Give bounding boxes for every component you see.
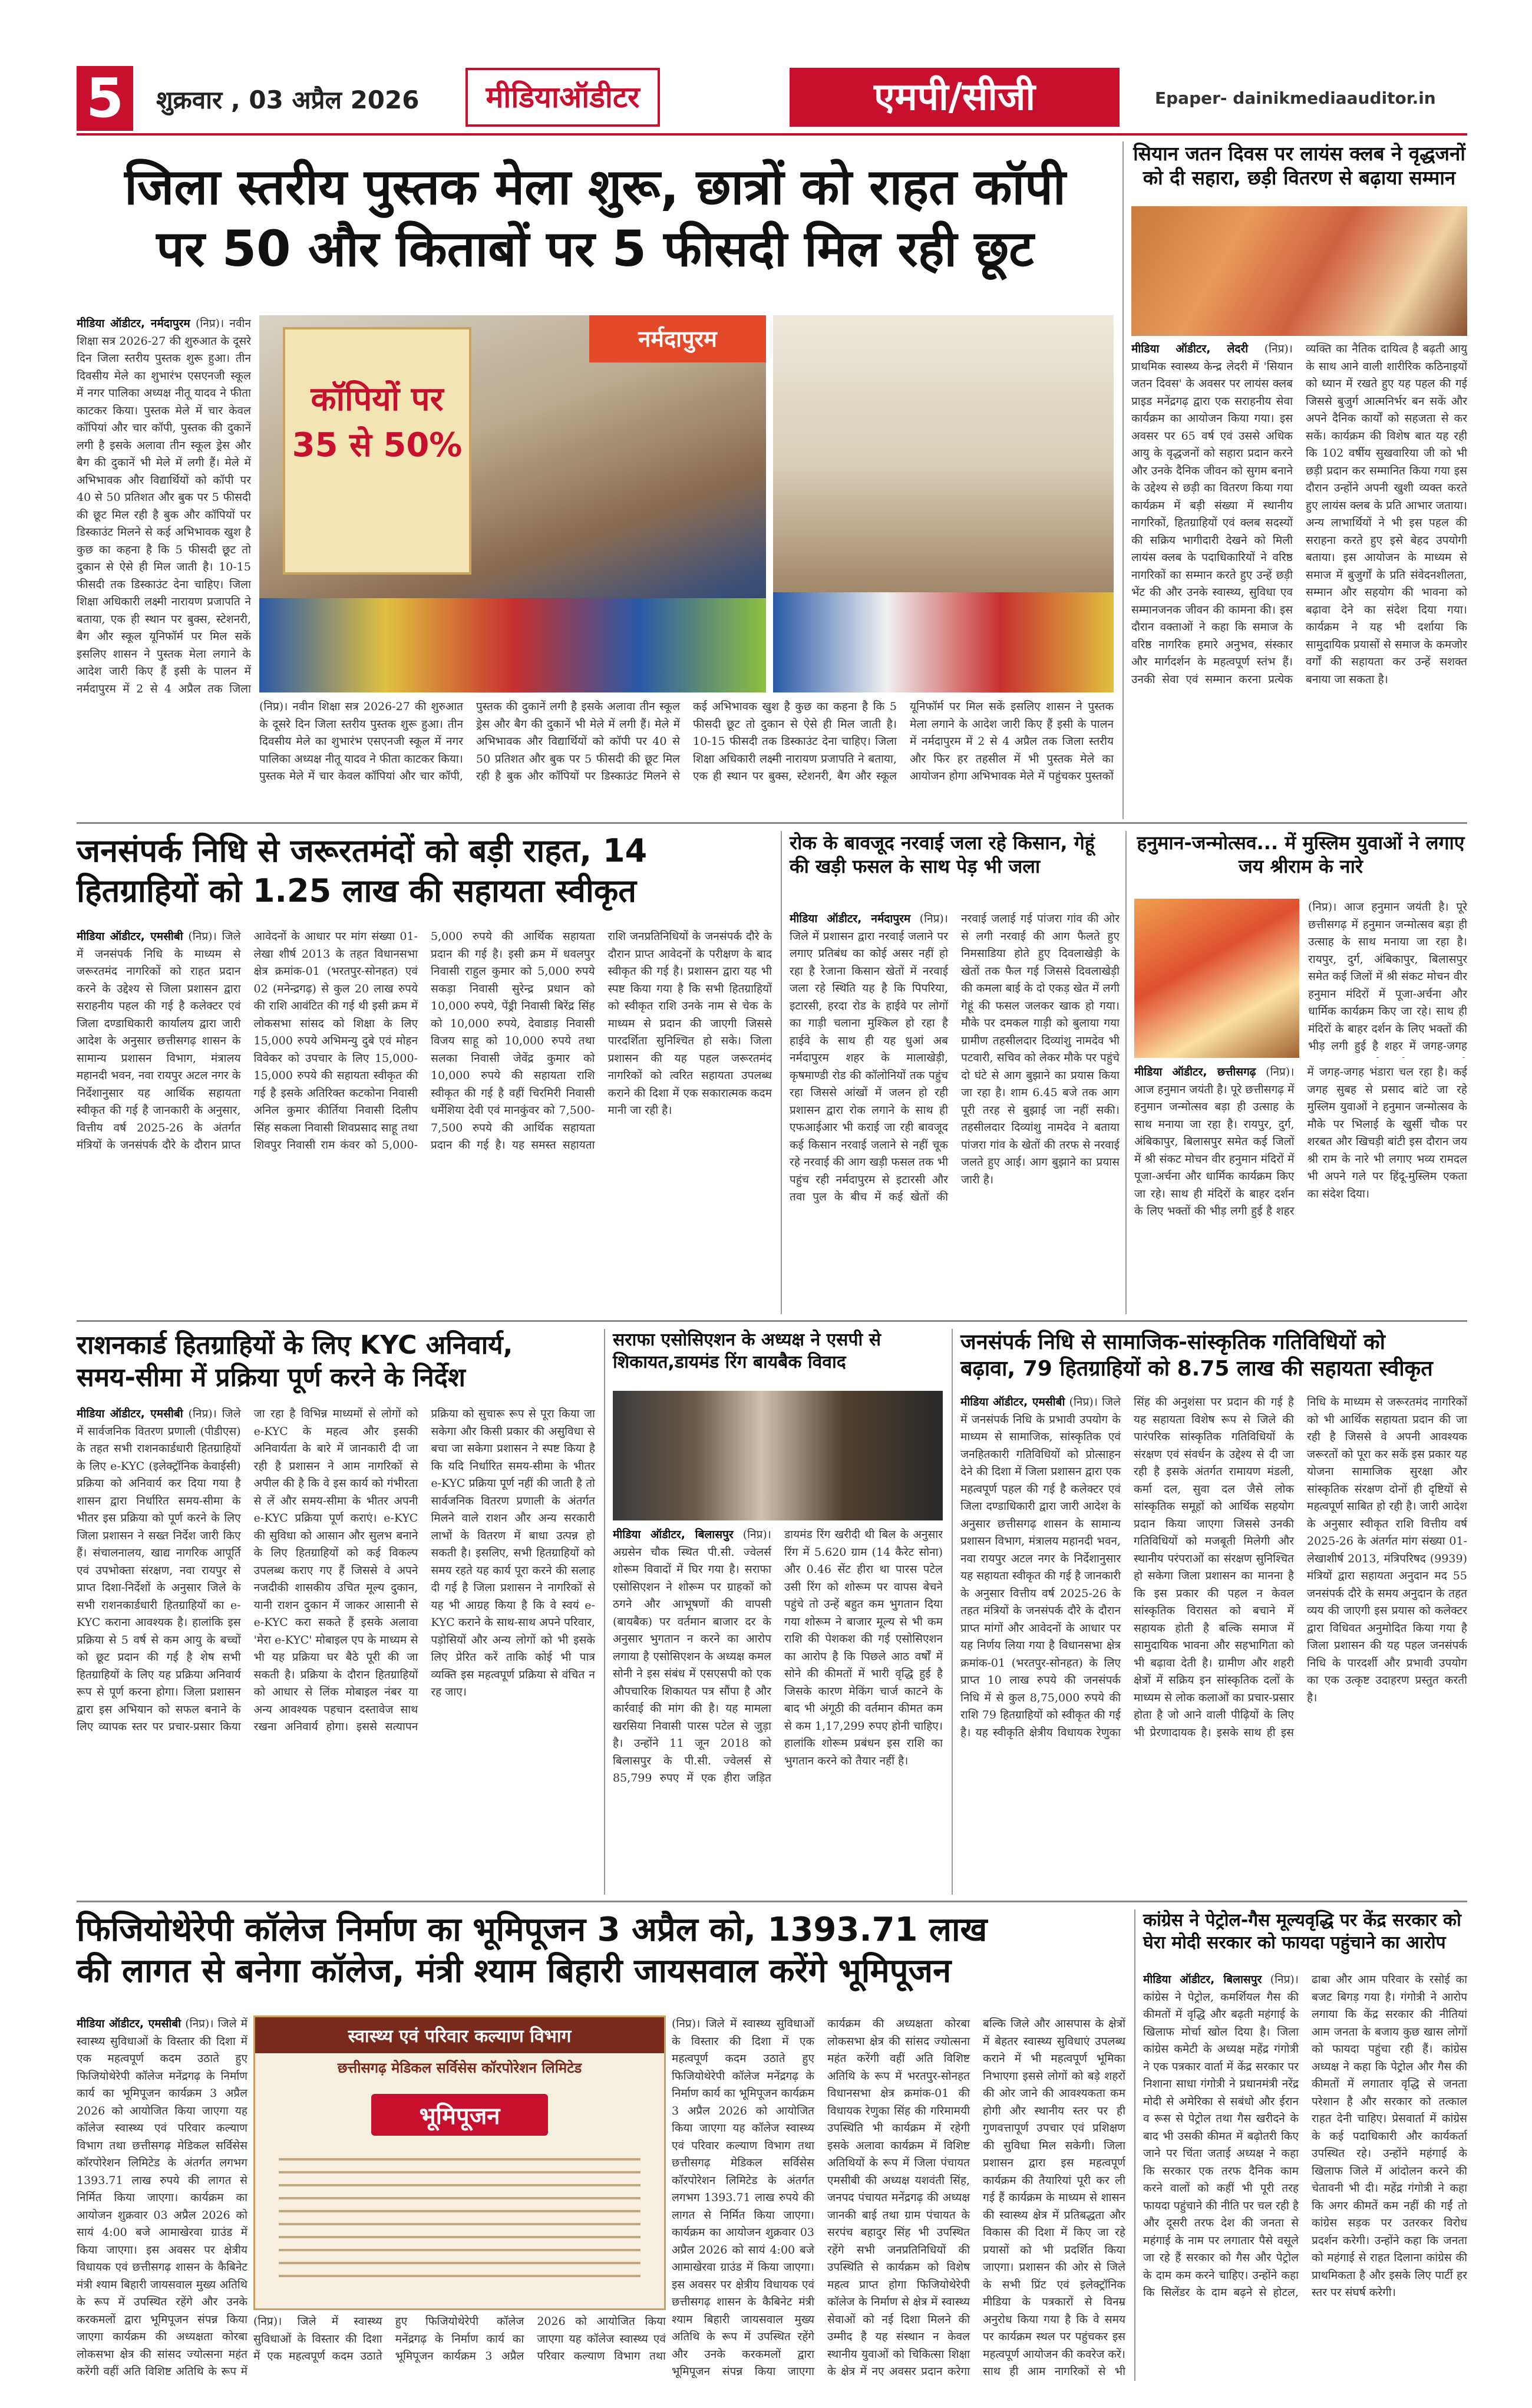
sarafa-headline: सराफा एसोसिएशन के अध्यक्ष ने एसपी से शिकायत,डायमंड रिंग बायबैक विवाद [613, 1330, 881, 1373]
invitation-poster: स्वास्थ्य एवं परिवार कल्याण विभाग छत्तीसगढ़ मेडिकल सर्विसेस कॉरपोरेशन लिमिटेड भूमिपूजन [253, 2016, 666, 2310]
poster-text-lines [279, 2148, 640, 2277]
discount-sign: कॉपियों पर 35 से 50% [283, 327, 471, 575]
epaper-link[interactable]: Epaper- dainikmediaauditor.in [1155, 88, 1436, 108]
book-fair-body-lead: मीडिया ऑडीटर, नर्मदापुरम (निप्र)। नवीन शिक्षा सत्र 2026-27 की शुरुआत के दूसरे दिन जिला स्तरीय पुस्तक शुरू हुआ। तीन दिवसीय मेले का शुभारंभ एसएनजी स्कूल में नगर पालिका अध्यक्ष नीतू यादव ने फीता काटकर किया। पुस्तक मेले में चार केवल कॉपियां और चार कॉपी, पुस्तक की दुकानें लगी है इसके अलावा तीन स्कूल ड्रेस और बैग की दुकानें भी मेले में लगी हैं। मेले में अभिभावक और विद्यार्थियों को कॉपी पर 40 से 50 प्रतिशत और बुक पर 5 फीसदी की छूट मिल रही है बुक और कॉपियों पर डिस्काउंट मिलने से कई अभिभावक खुश है कुछ का कहना है कि 5 फीसदी छूट तो दुकान से ऐसे ही मिल जाती है। 10-15 फीसदी तक डिस्काउंट देना चाहिए। जिला शिक्षा अधिकारी लक्ष्मी नारायण प्रजापति ने बताया, एक ही स्थान पर बुक्स, स्टेशनरी, बैग और स्कूल यूनिफॉर्म पर मिल सकें इसलिए शासन ने पुस्तक मेला लगाने के आदेश जारी किए हैं इसी के पालन में नर्मदापुरम में 2 से 4 अप्रैल तक जिला [77, 317, 251, 695]
column-rule-5 [952, 1329, 953, 1895]
congress-body: मीडिया ऑडीटर, बिलासपुर (निप्र)। कांग्रेस ने पेट्रोल, कमर्शियल गैस की कीमतों में वृद्धि और बढ़ती महंगाई के खिलाफ मोर्चा खोल दिया है। जिला कांग्रेस कमेटी के अध्यक्ष महेंद्र गंगोत्री ने एक पत्रकार वार्ता में केंद्र सरकार पर निशाना साधा गंगोत्री ने प्रधानमंत्री नरेंद्र मोदी से अमेरिका से सबंधो और ईरान व रूस से पेट्रोल तथा गैस खरीदने के बाद भी उसकी कीमत में बढ़ोतरी किए जाने पर चिंता जताई अध्यक्ष ने कहा कि सरकार एक तरफ दैनिक काम करने वालों को कहीं भी पूरी तरह फायदा पहुंचाने की नीति पर चल रही है और दूसरी तरफ देश की जनता से महंगाई के नाम पर लगातार पैसे वसूले जा रहे हैं सरकार को गैस और पेट्रोल के दाम कम करने चाहिए। उन्होंने कहा कि सिलेंडर के दाम बढ़ने से होटल, ढाबा और आम परिवार के रसोई का बजट बिगड़ गया है। गंगोत्री ने आरोप लगाया कि केंद्र सरकार की नीतियां आम जनता के बजाय कुछ खास लोगों को फायदा पहुंचा रही हैं। कांग्रेस अध्यक्ष ने कहा कि पेट्रोल और गैस की कीमतों में लगातार वृद्धि से जनता परेशान है और सरकार को तत्काल राहत देनी चाहिए। प्रेसवार्ता में कांग्रेस के कई पदाधिकारी और कार्यकर्ता उपस्थित रहे। उन्होंने महंगाई के खिलाफ जिले में आंदोलन करने की चेतावनी भी दी। महेंद्र गंगोत्री ने कहा कि अगर कीमतें कम नहीं की गईं तो कांग्रेस सड़क पर उतरकर विरोध प्रदर्शन करेगी। उन्होंने कहा कि जनता को महंगाई से राहत दिलाना कांग्रेस की प्राथमिकता है और इसके लिए पार्टी हर स्तर पर संघर्ष करेगी। [1143, 1973, 1467, 2299]
physio-body-under-poster: (निप्र)। जिले में स्वास्थ्य सुविधाओं के विस्तार की दिशा में एक महत्वपूर्ण कदम उठाते हुए फिजियोथेरेपी कॉलेज मनेंद्रगढ़ के निर्माण कार्य का भूमिपूजन कार्यक्रम 3 अप्रैल 2026 को आयोजित किया जाएगा यह कॉलेज स्वास्थ्य एवं परिवार कल्याण विभाग तथा [253, 2315, 666, 2363]
book-fair-story [77, 138, 1114, 280]
congress-headline: कांग्रेस ने पेट्रोल-गैस मूल्यवृद्धि पर केंद्र सरकार को घेरा मोदी सरकार को फायदा पहुंचाने का आरोप [1143, 1910, 1461, 1953]
hanuman-headline: हनुमान-जन्मोत्सव... में मुस्लिम युवाओं ने लगाए जय श्रीराम के नारे [1137, 832, 1465, 878]
section-name: एमपी/सीजी [790, 68, 1120, 127]
cultural-fund-body: मीडिया ऑडीटर, एमसीबी (निप्र)। जिले में जनसंपर्क निधि के प्रभावी उपयोग के माध्यम से सामाजिक, सांस्कृतिक एवं जनहितकारी गतिविधियों को प्रोत्साहन देने की दिशा में जिला प्रशासन द्वारा एक महत्वपूर्ण पहल की गई है कलेक्टर एवं जिला दण्डाधिकारी द्वारा जारी आदेश के अनुसार छत्तीसगढ़ शासन के सामान्य प्रशासन विभाग, मंत्रालय महानदी भवन, नवा रायपुर अटल नगर के निर्देशानुसार यह सहायता स्वीकृत की गई है जानकारी के अनुसार वित्तीय वर्ष 2025-26 के तहत मंत्रियों के जनसंपर्क दौरे के दौरान प्राप्त मांगों और आवेदनों के आधार पर यह निर्णय लिया गया है विधानसभा क्षेत्र क्रमांक-01 (भरतपुर-सोनहत) के लिए प्राप्त 10 लाख रुपये की जनसंपर्क निधि में से कुल 8,75,000 रुपये की राशि 79 हितग्राहियों को स्वीकृत की गई है। यह स्वीकृति क्षेत्रीय विधायक रेणुका सिंह की अनुशंसा पर प्रदान की गई है यह सहायता विशेष रूप से जिले की पारंपरिक सांस्कृतिक गतिविधियों के संरक्षण एवं संवर्धन के उद्देश्य से दी जा रही है इसके अंतर्गत रामायण मंडली, कर्मा दल, सुवा दल जैसे लोक सांस्कृतिक समूहों को आर्थिक सहयोग प्रदान किया जाएगा जिससे उनकी गतिविधियों को मजबूती मिलेगी और स्थानीय परंपराओं का संरक्षण सुनिश्चित हो सकेगा जिला प्रशासन का मानना है कि इस प्रकार की पहल न केवल सांस्कृतिक विरासत को बचाने में सहायक होती है बल्कि समाज में सामुदायिक भावना और सहभागिता को भी बढ़ावा देती है। ग्रामीण और शहरी क्षेत्रों में सक्रिय इन सांस्कृतिक दलों के माध्यम से लोक कलाओं का प्रचार-प्रसार होता है जो आने वाली पीढ़ियों के लिए भी प्रेरणादायक है। इसके साथ ही इस निधि के माध्यम से जरूरतमंद नागरिकों को भी आर्थिक सहायता प्रदान की जा रही है जिससे वे अपनी आवश्यक जरूरतों को पूरा कर सकें इस प्रकार यह योजना सामाजिक सुरक्षा और सांस्कृतिक संरक्षण दोनों ही दृष्टियों से महत्वपूर्ण साबित हो रही है। जारी आदेश के अनुसार स्वीकृत राशि वित्तीय वर्ष 2025-26 के अंतर्गत मांग संख्या 01-लेखाशीर्ष 2013, मंत्रिपरिषद (9939) मंत्रियों द्वारा सहायता अनुदान मद 55 जनसंपर्क दौरे के समय अनुदान के तहत व्यय की जाएगी इस प्रयास को कलेक्टर द्वारा विधिवत अनुमोदित किया गया है जिला प्रशासन की यह पहल जनसंपर्क निधि के पारदर्शी और प्रभावी उपयोग का एक उत्कृष्ट उदाहरण प्रस्तुत करती है। [960, 1396, 1467, 1739]
wheat-fire-body: मीडिया ऑडीटर, नर्मदापुरम (निप्र)। जिले में प्रशासन द्वारा नरवाई जलाने पर लगाए प्रतिबंध का कोई असर नहीं हो रहा है रेजाना किसान खेतों में नरवाई जला रहे स्थिति यह है कि पिपरिया, इटारसी, हरदा रोड के हाईवे पर लोगों का गाड़ी चलाना मुश्किल हो रहा है हाईवे के साथ ही यह धुआं अब नर्मदापुरम शहर के मालाखेड़ी, कृषमाण्डी रोड की कॉलोनियों तक पहुंच रहा जिससे आंखों में जलन हो रही प्रशासन द्वारा रोक लगाने के साथ ही एफआईआर भी कराई जा रही बावजूद कई किसान नरवाई जलाने से नहीं चूक रहे नरवाई की आग खड़ी फसल तक भी पहुंच रही नर्मदापुरम से इटारसी और तवा पुल के बीच में कई खेतों की नरवाई जलाई गई पांजरा गांव की ओर से लगी नरवाई की आग फैलते हुए निमसाडिया होते हुए दिवलाखेड़ी के खेतों तक फैल गई जिससे दिवलाखेड़ी की कमला बाई के दो एकड़ खेत में लगी गेहूं की फसल जलकर खाक हो गया। मौके पर दमकल गाड़ी को बुलाया गया ग्रामीण तहसीलदार दिव्यांशु नामदेव भी पटवारी, सचिव को लेकर मौके पर पहुंचे दो घंटे से आग बुझाने का प्रयास किया जा रहा है। शाम 6.45 बजे तक आग पूरी तरह से बुझाई जा नहीं सकी। तहसीलदार दिव्यांशु नामदेव ने बताया पांजरा गांव के खेतों की तरफ से नरवाई जलते हुए आई। आग बुझाने का प्रयास जारी है। [790, 912, 1120, 1203]
kyc-body: मीडिया ऑडीटर, एमसीबी (निप्र)। जिले में सार्वजनिक वितरण प्रणाली (पीडीएस) के तहत सभी राशनकार्डधारी हितग्राहियों के लिए e-KYC (इलेक्ट्रॉनिक केवाईसी) प्रक्रिया को अनिवार्य कर दिया गया है शासन द्वारा निर्धारित समय-सीमा के भीतर इस प्रक्रिया को पूर्ण करने के लिए जिला प्रशासन ने सख्त निर्देश जारी किए हैं। संचालनालय, खाद्य नागरिक आपूर्ति एवं उपभोक्ता संरक्षण, नवा रायपुर से प्राप्त दिशा-निर्देशों के अनुसार जिले के सभी राशनकार्डधारी हितग्राहियों का e-KYC कराना आवश्यक है। हालांकि इस प्रक्रिया से 5 वर्ष से कम आयु के बच्चों को छूट प्रदान की गई है शेष सभी हितग्राहियों के लिए यह प्रक्रिया अनिवार्य रूप से पूर्ण करना होगा। जिला प्रशासन द्वारा इस अभियान को सफल बनाने के लिए व्यापक स्तर पर प्रचार-प्रसार किया जा रहा है विभिन्न माध्यमों से लोगों को e-KYC के महत्व और इसकी अनिवार्यता के बारे में जानकारी दी जा रही है प्रशासन ने आम नागरिकों से अपील की है कि वे इस कार्य को गंभीरता से लें और समय-सीमा के भीतर अपनी e-KYC प्रक्रिया पूर्ण कराएं। e-KYC की सुविधा को आसान और सुलभ बनाने के लिए हितग्राहियों को कई विकल्प उपलब्ध कराए गए हैं जिससे वे अपने नजदीकी शासकीय उचित मूल्य दुकान, यानी राशन दुकान में जाकर आसानी से e-KYC करा सकते हैं इसके अलावा 'मेरा e-KYC' मोबाइल एप के माध्यम से भी यह प्रक्रिया घर बैठे पूरी की जा सकती है। प्रक्रिया के दौरान हितग्राहियों को आधार से लिंक मोबाइल नंबर या अन्य आवश्यक पहचान दस्तावेज साथ रखना अनिवार्य होगा। इससे सत्यापन प्रक्रिया को सुचारू रूप से पूरा किया जा सकेगा और किसी प्रकार की असुविधा से बचा जा सकेगा प्रशासन ने स्पष्ट किया है कि यदि निर्धारित समय-सीमा के भीतर e-KYC प्रक्रिया पूर्ण नहीं की जाती है तो सार्वजनिक वितरण प्रणाली के अंतर्गत मिलने वाले राशन और अन्य सरकारी लाभों के वितरण में बाधा उत्पन्न हो सकती है। इसलिए, सभी हितग्राहियों को समय रहते यह कार्य पूरा करने की सलाह दी गई है जिला प्रशासन ने नागरिकों से यह भी आग्रह किया है कि वे स्वयं e-KYC कराने के साथ-साथ अपने परिवार, पड़ोसियों और अन्य लोगों को भी इसके लिए प्रेरित करें ताकि कोई भी पात्र व्यक्ति इस महत्वपूर्ण प्रक्रिया से वंचित न रह जाए। [77, 1407, 595, 1733]
book-fair-photo-1 [259, 315, 766, 692]
column-rule-3 [1125, 831, 1127, 1314]
sarafa-photo [613, 1391, 943, 1520]
column-rule-6 [1134, 1909, 1135, 2381]
sarafa-body: मीडिया ऑडीटर, बिलासपुर (निप्र)। अग्रसेन चौक स्थित पी.सी. ज्वेलर्स शोरूम विवादों में घिर गया है। सराफा एसोसिएशन ने शोरूम पर ग्राहकों को ठगने और आभूषणों की वापसी (बायबैक) पर वर्तमान बाजार दर के अनुसार भुगतान न करने का आरोप लगाया है एसोसिएशन के अध्यक्ष कमल सोनी ने इस संबंध में एसएसपी को एक औपचारिक शिकायत पत्र सौंपा है और कार्रवाई की मांग की है। यह मामला खरसिया निवासी पारस पटेल से जुड़ा है। उन्होंने 11 जून 2018 को बिलासपुर के पी.सी. ज्वेलर्स से 85,799 रुपए में एक हीरा जड़ित डायमंड रिंग खरीदी थी बिल के अनुसार रिंग में 5.620 ग्राम (14 कैरेट सोना) और 0.46 सेंट हीरा था पारस पटेल उसी रिंग को शोरूम पर वापस बेचने पहुंचे तो उन्हें बहुत कम भुगतान दिया गया शोरूम ने बाजार मूल्य से भी कम राशि की पेशकश की गई एसोसिएशन का आरोप है कि पिछले आठ वर्षों में सोने की कीमतों में भारी वृद्धि हुई है जिसके कारण मेकिंग चार्ज काटने के बाद भी अंगूठी की वर्तमान कीमत कम से कम 1,17,299 रुपए होनी चाहिए। हालांकि शोरूम प्रबंधन इस राशि का भुगतान करने को तैयार नहीं है। [613, 1528, 943, 1784]
lions-photo [1131, 206, 1467, 336]
column-rule-2 [781, 831, 782, 1314]
column-rule-4 [604, 1329, 605, 1895]
section-rule-1 [77, 822, 1467, 824]
physio-body-lead: मीडिया ऑडीटर, एमसीबी (निप्र)। जिले में स्वास्थ्य सुविधाओं के विस्तार की दिशा में एक महत्वपूर्ण कदम उठाते हुए फिजियोथेरेपी कॉलेज मनेंद्रगढ़ के निर्माण कार्य का भूमिपूजन कार्यक्रम 3 अप्रैल 2026 को आयोजित किया जाएगा यह कॉलेज स्वास्थ्य एवं परिवार कल्याण विभाग तथा छत्तीसगढ़ मेडिकल सर्विसेस कॉरपोरेशन लिमिटेड के अंतर्गत लगभग 1393.71 लाख रुपये की लागत से निर्मित किया जाएगा। कार्यक्रम का आयोजन शुक्रवार 03 अप्रैल 2026 को सायं 4:00 बजे आमाखेरवा ग्राउंड में किया जाएगा। इस अवसर पर क्षेत्रीय विधायक एवं छत्तीसगढ़ शासन के कैबिनेट मंत्री श्याम बिहारी जायसवाल मुख्य अतिथि के रूप में उपस्थित रहेंगे और उनके करकमलों द्वारा भूमिपूजन संपन्न किया जाएगा कार्यक्रम की अध्यक्षता कोरबा लोकसभा क्षेत्र की सांसद ज्योत्सना महंत करेंगी वहीं अति विशिष्ट अतिथि के रूप में [77, 2017, 247, 2378]
section-rule-2 [77, 1320, 1467, 1322]
header-rule [77, 133, 1467, 136]
cultural-fund-headline: जनसंपर्क निधि से सामाजिक-सांस्कृतिक गतिविधियों को बढ़ावा, 79 हितग्राहियों को 8.75 लाख की सहायता स्वीकृत [960, 1330, 1433, 1381]
lions-story [1131, 141, 1467, 190]
page-number: 5 [77, 66, 133, 131]
section-rule-3 [77, 1901, 1467, 1902]
hanuman-body-side: (निप्र)। आज हनुमान जयंती है। पूरे छत्तीसगढ़ में हनुमान जन्मोत्सव बड़ा ही उत्साह के साथ मनाया जा रहा है। रायपुर, दुर्ग, अंबिकापुर, बिलासपुर समेत कई जिलों में श्री संकट मोचन वीर हनुमान मंदिरों में पूजा-अर्चना और धार्मिक कार्यक्रम किए जा रहे। साथ ही मंदिरों के बाहर दर्शन के लिए भक्तों की भीड़ लगी हुई है शहर में जगह-जगह [1308, 900, 1467, 1053]
book-fair-body-cont: (निप्र)। नवीन शिक्षा सत्र 2026-27 की शुरुआत के दूसरे दिन जिला स्तरीय पुस्तक शुरू हुआ। तीन दिवसीय मेले का शुभारंभ एसएनजी स्कूल में नगर पालिका अध्यक्ष नीतू यादव ने फीता काटकर किया। पुस्तक मेले में चार केवल कॉपियां और चार कॉपी, पुस्तक की दुकानें लगी है इसके अलावा तीन स्कूल ड्रेस और बैग की दुकानें भी मेले में लगी हैं। मेले में अभिभावक और विद्यार्थियों को कॉपी पर 40 से 50 प्रतिशत और बुक पर 5 फीसदी की छूट मिल रही है बुक और कॉपियों पर डिस्काउंट मिलने से कई अभिभावक खुश है कुछ का कहना है कि 5 फीसदी छूट तो दुकान से ऐसे ही मिल जाती है। 10-15 फीसदी तक डिस्काउंट देना चाहिए। जिला शिक्षा अधिकारी लक्ष्मी नारायण प्रजापति ने बताया, एक ही स्थान पर बुक्स, स्टेशनरी, बैग और स्कूल यूनिफॉर्म पर मिल सकें इसलिए शासन ने पुस्तक मेला लगाने के आदेश जारी किए हैं इसी के पालन में नर्मदापुरम में 2 से 4 अप्रैल तक जिला स्तरीय और फिर हर तहसील में भी पुस्तक मेले का आयोजन होगा अभिभावक मेले में पहुंचकर पुस्तकों [259, 700, 1114, 783]
masthead-brand: मीडियाऑडीटर [465, 68, 660, 127]
banner-strip: नर्मदापुरम [589, 315, 766, 362]
column-rule [1122, 141, 1124, 819]
book-fair-photo-2 [773, 315, 1114, 692]
physio-headline: फिजियोथेरेपी कॉलेज निर्माण का भूमिपूजन 3 अप्रैल को, 1393.71 लाख की लागत से बनेगा कॉलेज, मंत्री श्याम बिहारी जायसवाल करेंगे भूमिपूजन [77, 1911, 988, 1990]
kyc-headline: राशनकार्ड हितग्राहियों के लिए KYC अनिवार्य, समय-सीमा में प्रक्रिया पूर्ण करने के निर्देश [77, 1330, 513, 1393]
book-fair-headline: जिला स्तरीय पुस्तक मेला शुरू, छात्रों को राहत कॉपी पर 50 और किताबों पर 5 फीसदी मिल रही छूट [124, 158, 1066, 278]
physio-body: (निप्र)। जिले में स्वास्थ्य सुविधाओं के विस्तार की दिशा में एक महत्वपूर्ण कदम उठाते हुए फिजियोथेरेपी कॉलेज मनेंद्रगढ़ के निर्माण कार्य का भूमिपूजन कार्यक्रम 3 अप्रैल 2026 को आयोजित किया जाएगा यह कॉलेज स्वास्थ्य एवं परिवार कल्याण विभाग तथा छत्तीसगढ़ मेडिकल सर्विसेस कॉरपोरेशन लिमिटेड के अंतर्गत लगभग 1393.71 लाख रुपये की लागत से निर्मित किया जाएगा। कार्यक्रम का आयोजन शुक्रवार 03 अप्रैल 2026 को सायं 4:00 बजे आमाखेरवा ग्राउंड में किया जाएगा। इस अवसर पर क्षेत्रीय विधायक एवं छत्तीसगढ़ शासन के कैबिनेट मंत्री श्याम बिहारी जायसवाल मुख्य अतिथि के रूप में उपस्थित रहेंगे और उनके करकमलों द्वारा भूमिपूजन संपन्न किया जाएगा कार्यक्रम की अध्यक्षता कोरबा लोकसभा क्षेत्र की सांसद ज्योत्सना महंत करेंगी वहीं अति विशिष्ट अतिथि के रूप में भरतपुर-सोनहत विधानसभा क्षेत्र क्रमांक-01 की विधायक रेणुका सिंह की गरिमामयी उपस्थिति भी कार्यक्रम में रहेगी इसके अलावा कार्यक्रम में विशिष्ट अतिथियों के रूप में जिला पंचायत एमसीबी की अध्यक्ष यशवंती सिंह, जनपद पंचायत मनेंद्रगढ़ की अध्यक्ष जानकी बाई तथा ग्राम पंचायत के सरपंच बहादुर सिंह भी उपस्थित रहेंगे सभी जनप्रतिनिधियों की उपस्थिति से कार्यक्रम को विशेष महत्व प्राप्त होगा फिजियोथेरेपी कॉलेज के निर्माण से क्षेत्र में स्वास्थ्य सेवाओं को नई दिशा मिलने की उम्मीद है यह संस्थान न केवल स्थानीय युवाओं को चिकित्सा शिक्षा के क्षेत्र में नए अवसर प्रदान करेगा बल्कि जिले और आसपास के क्षेत्रों में बेहतर स्वास्थ्य सुविधाएं उपलब्ध कराने में भी महत्वपूर्ण भूमिका निभाएगा इससे लोगों को बड़े शहरों की ओर जाने की आवश्यकता कम होगी और स्थानीय स्तर पर ही गुणवत्तापूर्ण उपचार एवं प्रशिक्षण की सुविधा मिल सकेगी। जिला प्रशासन द्वारा इस महत्वपूर्ण कार्यक्रम की तैयारियां पूरी कर ली गई हैं कार्यक्रम के माध्यम से शासन की स्वास्थ्य क्षेत्र में प्रतिबद्धता और विकास की दिशा में किए जा रहे प्रयासों को भी प्रदर्शित किया जाएगा। प्रशासन की ओर से जिले के सभी प्रिंट एवं इलेक्ट्रॉनिक मीडिया के पत्रकारों से विनम्र अनुरोध किया गया है कि वे समय पर कार्यक्रम स्थल पर पहुंचकर इस महत्वपूर्ण आयोजन की कवरेज करें। साथ ही आम नागरिकों से भी [672, 2017, 1125, 2378]
relief-body: मीडिया ऑडीटर, एमसीबी (निप्र)। जिले में जनसंपर्क निधि के माध्यम से जरूरतमंद नागरिकों को राहत प्रदान करने के उद्देश्य से जिला प्रशासन द्वारा सराहनीय पहल की गई है कलेक्टर एवं जिला दण्डाधिकारी कार्यालय द्वारा जारी आदेश के अनुसार छत्तीसगढ़ शासन के सामान्य प्रशासन विभाग, मंत्रालय महानदी भवन, नवा रायपुर अटल नगर के निर्देशानुसार यह आर्थिक सहायता स्वीकृत की गई है जानकारी के अनुसार, वित्तीय वर्ष 2025-26 के अंतर्गत मंत्रियों के जनसंपर्क दौरे के दौरान प्राप्त आवेदनों के आधार पर मांग संख्या 01- लेखा शीर्ष 2013 के तहत विधानसभा क्षेत्र क्रमांक-01 (भरतपुर-सोनहत) एवं 02 (मनेन्द्रगढ़) से कुल 20 लाख रुपये की राशि आवंटित की गई थी इसी क्रम में लोकसभा सांसद को शिक्षा के लिए 15,000 रुपये अभिमन्यु दुबे एवं मोहन विवेकर को उपचार के लिए 15,000-15,000 रुपये की सहायता स्वीकृत की गई है इसके अतिरिक्त कटकोना निवासी अनिल कुमार कीर्तिया निवासी दिलीप सिंह सकला निवासी शिवप्रसाद साहू तथा शिवपुर निवासी राम कंवर को 5,000-5,000 रुपये की आर्थिक सहायता प्रदान की गई है। इसी क्रम में धवलपुर निवासी राहुल कुमार को 5,000 रुपये सकड़ा निवासी सुरेन्द्र प्रधान को 10,000 रुपये, पेंड्री निवासी बिरेंद्र सिंह को 10,000 रुपये, देवाडाड़ निवासी विजय साहू को 10,000 रुपये तथा सलका निवासी जेवेंद्र कुमार को 10,000 रुपये की सहायता राशि स्वीकृत की गई है वहीं चिरमिरी निवासी धर्मेशिया देवी एवं मानकुंवर को 7,500-7,500 रुपये की आर्थिक सहायता प्रदान की गई है। यह समस्त सहायता राशि जनप्रतिनिधियों के जनसंपर्क दौरे के दौरान प्राप्त आवेदनों के परीक्षण के बाद स्वीकृत की गई है। प्रशासन द्वारा यह भी स्पष्ट किया गया है कि सभी हितग्राहियों को स्वीकृत राशि उनके नाम से चेक के माध्यम से प्रदान की जाएगी जिससे पारदर्शिता सुनिश्चित हो सके। जिला प्रशासन की यह पहल जरूरतमंद नागरिकों को त्वरित सहायता उपलब्ध कराने की दिशा में एक सकारात्मक कदम मानी जा रही है। [77, 930, 772, 1152]
book-shelf [773, 592, 1114, 692]
wheat-fire-headline: रोक के बावजूद नरवाई जला रहे किसान, गेहूं की खड़ी फसल के साथ पेड़ भी जला [790, 832, 1095, 878]
lions-body: मीडिया ऑडीटर, लेदरी (निप्र)। प्राथमिक स्वास्थ्य केन्द्र लेदरी में 'सियान जतन दिवस' के अवसर पर लायंस क्लब प्राइड मनेंद्रगढ़ द्वारा एक सराहनीय सेवा कार्यक्रम का आयोजन किया गया। इस अवसर पर 65 वर्ष एवं उससे अधिक आयु के वृद्धजनों को सहारा प्रदान करने और उनके दैनिक जीवन को सुगम बनाने के उद्देश्य से छड़ी का वितरण किया गया कार्यक्रम में बड़ी संख्या में स्थानीय नागरिकों, हितग्राहियों एवं क्लब सदस्यों की सक्रिय भागीदारी देखने को मिली लायंस क्लब के पदाधिकारियों ने वरिष्ठ नागरिकों का सम्मान करते हुए उन्हें छड़ी भेंट की और उनके स्वास्थ्य, सुविधा एव सम्मानजनक जीवन की कामना की। इस दौरान वक्ताओं ने कहा कि समाज के वरिष्ठ नागरिक हमारे अनुभव, संस्कार और मार्गदर्शन के महत्वपूर्ण स्तंभ हैं। उनकी सेवा एवं सम्मान करना प्रत्येक व्यक्ति का नैतिक दायित्व है बढ़ती आयु के साथ आने वाली शारीरिक कठिनाइयों को ध्यान में रखते हुए यह पहल की गई जिससे बुजुर्ग आत्मनिर्भर बन सकें और अपने दैनिक कार्यों को सहजता से कर सकें। कार्यक्रम की विशेष बात यह रही कि 102 वर्षीय सुखवारिया जी को भी छड़ी प्रदान कर सम्मानित किया गया इस दौरान उन्होंने अपनी खुशी व्यक्त करते हुए लायंस क्लब के प्रति आभार जताया। अन्य लाभार्थियों ने भी इस पहल की सराहना करते हुए इसे बेहद उपयोगी बताया। इस आयोजन के माध्यम से समाज में बुजुर्गों के प्रति संवेदनशीलता, सम्मान और सहयोग की भावना को बढ़ावा देने का संदेश दिया गया। कार्यक्रम ने यह भी दर्शाया कि सामुदायिक प्रयासों से समाज के कमजोर वर्गों की सहायता कर उन्हें सशक्त बनाया जा सकता है। [1131, 342, 1467, 686]
relief-headline: जनसंपर्क निधि से जरूरतमंदों को बड़ी राहत, 14 हितग्राहियों को 1.25 लाख की सहायता स्वीकृत [77, 832, 648, 909]
lions-headline: सियान जतन दिवस पर लायंस क्लब ने वृद्धजनों को दी सहारा, छड़ी वितरण से बढ़ाया सम्मान [1133, 142, 1465, 190]
hanuman-body: मीडिया ऑडीटर, छत्तीसगढ़ (निप्र)। आज हनुमान जयंती है। पूरे छत्तीसगढ़ में हनुमान जन्मोत्सव बड़ा ही उत्साह के साथ मनाया जा रहा है। रायपुर, दुर्ग, अंबिकापुर, बिलासपुर समेत कई जिलों में श्री संकट मोचन वीर हनुमान मंदिरों में पूजा-अर्चना और धार्मिक कार्यक्रम किए जा रहे। साथ ही मंदिरों के बाहर दर्शन के लिए भक्तों की भीड़ लगी हुई है शहर में जगह-जगह भंडारा चल रहा है। कई जगह सुबह से प्रसाद बांटे जा रहे मुस्लिम युवाओं ने हनुमान जन्मोत्सव के मौके पर भिलाई के खुर्सी चौक पर शरबत और खिचड़ी बांटी इस दौरान जय श्री राम के नारे भी लगाए भव्य रामदल भी अपने गले पर हिंदू-मुस्लिम एकता का संदेश दिया। [1134, 1066, 1467, 1218]
hanuman-photo [1134, 899, 1299, 1058]
book-stacks [259, 598, 766, 692]
issue-date: शुक्रवार , 03 अप्रैल 2026 [156, 85, 420, 114]
